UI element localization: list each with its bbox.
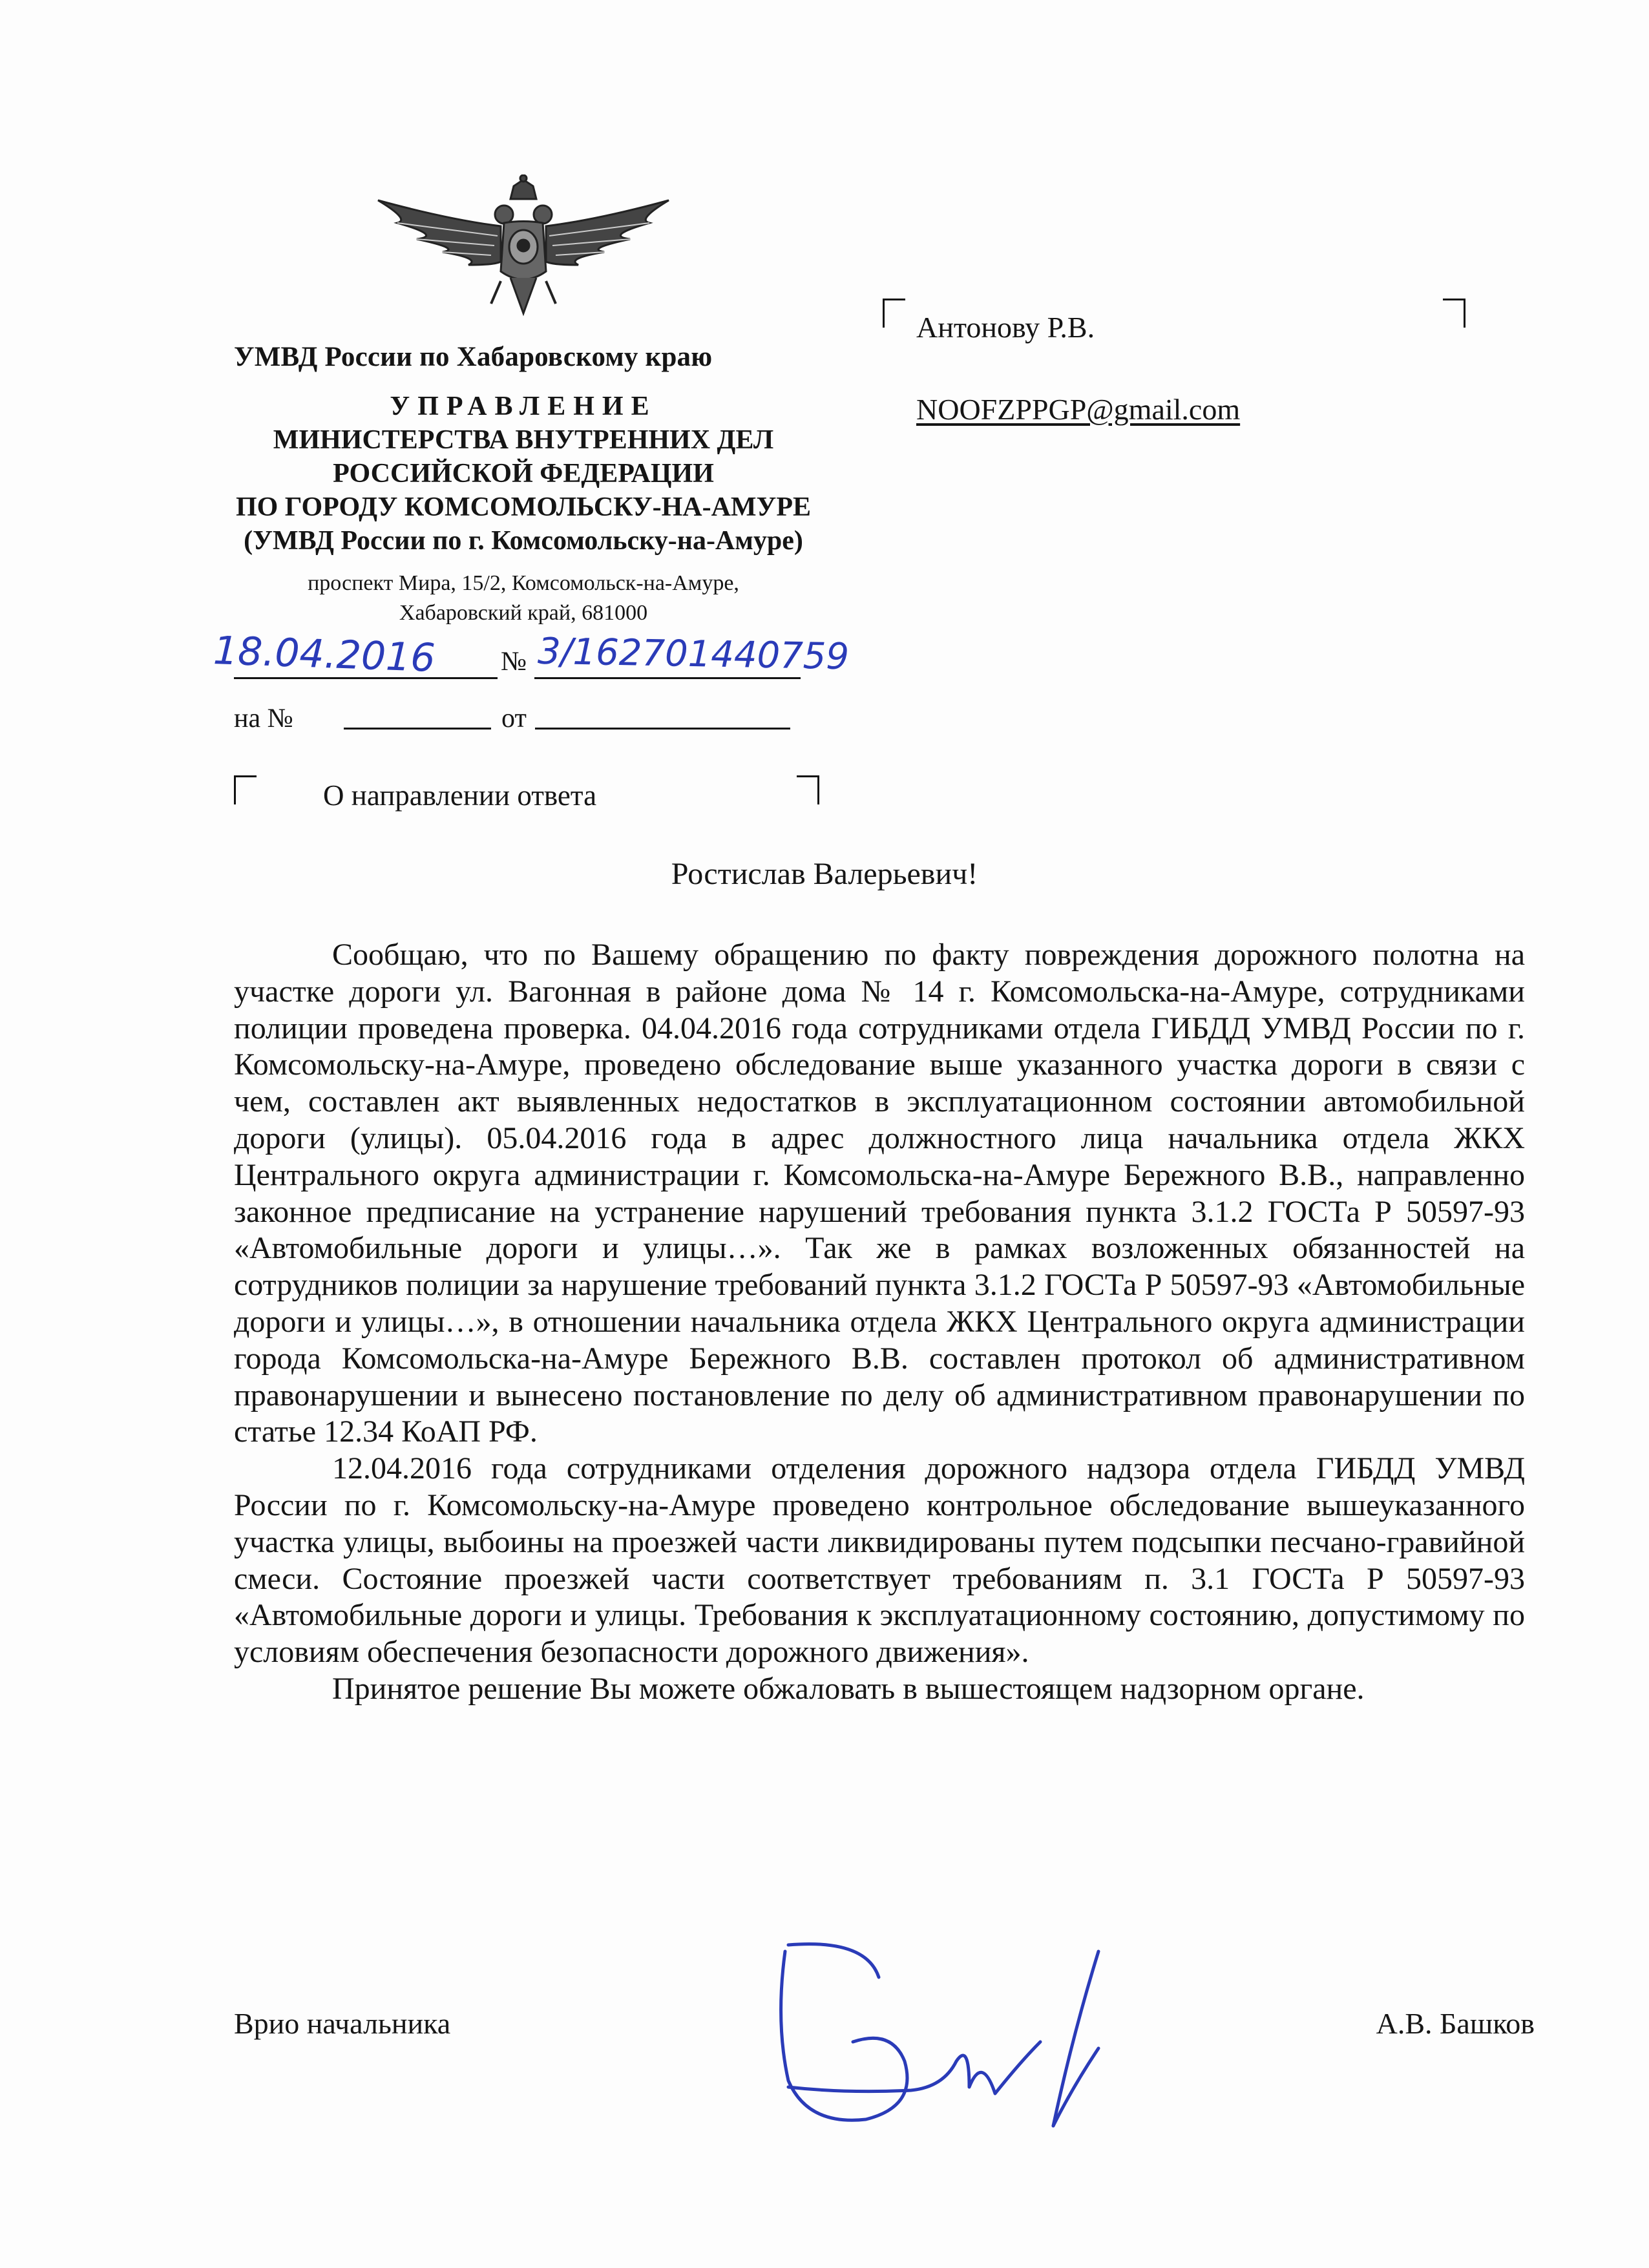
signer-name: А.В. Башков: [1376, 2007, 1535, 2040]
recipient-name: Антонову Р.В.: [916, 311, 1095, 344]
reg-number-underline: [534, 677, 801, 679]
address-line-1: проспект Мира, 15/2, Комсомольск-на-Амуре,: [308, 571, 739, 595]
org-short-name: (УМВД России по г. Комсомольску-на-Амуре): [244, 526, 803, 556]
ref-date-underline: [535, 728, 790, 730]
org-line-4: ПО ГОРОДУ КОМСОМОЛЬСКУ-НА-АМУРЕ: [235, 492, 812, 522]
reg-number-sign: №: [501, 647, 527, 677]
org-line-3: РОССИЙСКОЙ ФЕДЕРАЦИИ: [333, 459, 714, 488]
subject-corner-right: [797, 775, 819, 804]
org-line-2: МИНИСТЕРСТВА ВНУТРЕННИХ ДЕЛ: [273, 425, 774, 455]
organization-name: [220, 390, 827, 558]
org-address: [220, 569, 827, 628]
salutation: Ростислав Валерьевич!: [671, 857, 978, 891]
subject-corner-left: [234, 775, 257, 804]
address-line-2: Хабаровский край, 681000: [399, 601, 648, 625]
double-headed-eagle-emblem-icon: [372, 174, 675, 330]
body-paragraph: 12.04.2016 года сотрудниками отделения дорожного надзора отдела ГИБДД УМВД России по г. Комсомольску-на-Амуре проведено контрольное обследование вышеуказанного участка улицы, выбоины на проезжей части ликвидированы путем подсыпки песчано-гравийной смеси. Состояние проезжей части соответствует требованиям п. 3.1 ГОСТа Р 50597-93 «Автомобильные дороги и улицы. Требования к эксплуатационному состоянию, допустимому по условиям обеспечения безопасности дорожного движения».: [234, 1451, 1525, 1670]
letter-body: [234, 937, 1525, 1708]
reg-number: 3/162701440759: [537, 630, 850, 678]
handwritten-signature: [750, 1932, 1144, 2152]
headquarters-name: УМВД России по Хабаровскому краю: [234, 342, 713, 372]
letter-subject: О направлении ответа: [323, 779, 597, 812]
recipient-corner-left: [883, 299, 905, 328]
ref-from-label: от: [501, 704, 527, 733]
ref-number-underline: [344, 728, 491, 730]
reg-date: 18.04.2016: [212, 628, 436, 681]
ref-number-label: на №: [234, 704, 293, 733]
recipient-corner-right: [1443, 299, 1465, 328]
signer-position: Врио начальника: [234, 2007, 451, 2040]
org-line-1: УПРАВЛЕНИЕ: [390, 392, 657, 421]
body-paragraph: Принятое решение Вы можете обжаловать в вышестоящем надзорном органе.: [332, 1671, 1365, 1706]
body-paragraph: Сообщаю, что по Вашему обращению по факту повреждения дорожного полотна на участке дороги ул. Вагонная в районе дома № 14 г. Комсомольска-на-Амуре, сотрудниками полиции проведена проверка. 04.04.2016 года сотрудниками отдела ГИБДД УМВД России по г. Комсомольску-на-Амуре, проведено обследование выше указанного участка дороги в связи с чем, составлен акт выявленных недостатков в эксплуатационном состоянии автомобильной дороги (улицы). 05.04.2016 года в адрес должностного лица начальника отдела ЖКХ Центрального округа администрации г. Комсомольска-на-Амуре Бережного В.В., направленно законное предписание на устранение нарушений требования пункта 3.1.2 ГОСТа Р 50597-93 «Автомобильные дороги и улицы…». Так же в рамках возложенных обязанностей на сотрудников полиции за нарушение требований пункта 3.1.2 ГОСТа Р 50597-93 «Автомобильные дороги и улицы…», в отношении начальника отдела ЖКХ Центрального округа администрации города Комсомольска-на-Амуре Бережного В.В. составлен протокол об административном правонарушении и вынесено постановление по делу об административном правонарушении по статье 12.34 КоАП РФ.: [234, 938, 1525, 1449]
recipient-email: NOOFZPPGP@gmail.com: [916, 393, 1241, 426]
